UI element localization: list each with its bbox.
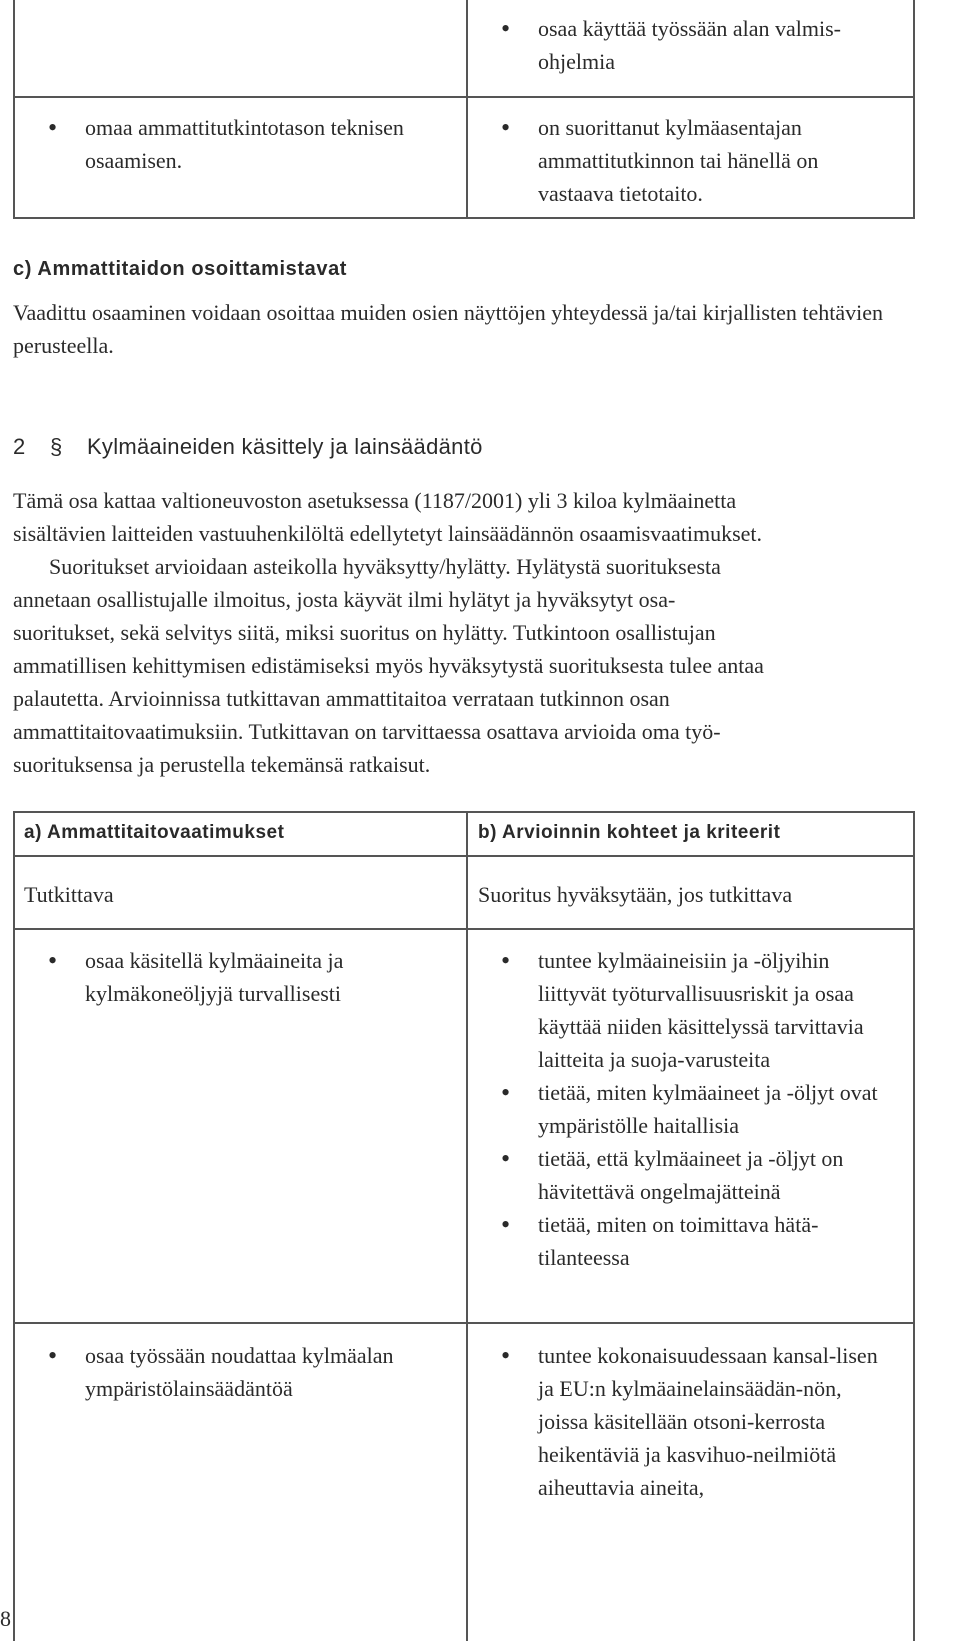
body-line: suorituksensa ja perustella tekemänsä ratkaisut. [13, 752, 431, 777]
col-b-heading: b) Arvioinnin kohteet ja kriteerit [478, 822, 781, 843]
bottom-table-row-divider [13, 1322, 915, 1324]
top-row1-right-list [489, 12, 895, 78]
top-table-row-divider [13, 96, 915, 98]
col-b-subheading: Suoritus hyväksytään, jos tutkittava [478, 882, 793, 907]
list-item: • osaa työssään noudattaa kylmäalan ympäristölainsäädäntöä [36, 1339, 436, 1405]
page-number: 8 [0, 1606, 11, 1631]
col-a-subheading: Tutkittava [24, 882, 114, 907]
bottom-table-left-border [13, 811, 15, 1641]
row2-right-list [489, 1339, 889, 1504]
row1-left-list [36, 944, 436, 1010]
row2-left-list [36, 1339, 436, 1405]
list-item: • tuntee kylmäaineisiin ja -öljyihin liittyvät työturvallisuusriskit ja osaa käyttää niiden käsittelyssä tarvittavia laitteita ja suoja-varusteita [489, 944, 889, 1076]
bottom-table-header-divider [13, 855, 915, 857]
section-c-heading: c) Ammattitaidon osoittamistavat [13, 258, 348, 280]
list-item: • tuntee kokonaisuudessaan kansal-lisen ja EU:n kylmäainelainsäädän-nön, joissa käsitellään otsoni-kerrosta heikentäviä ja kasvihuo-neilmiötä aiheuttavia aineita, [489, 1339, 889, 1504]
body-line: suoritukset, sekä selvitys siitä, miksi suoritus on hylätty. Tutkintoon osallistujan [13, 620, 716, 645]
row1-right-list [489, 944, 889, 1274]
body-line: sisältävien laitteiden vastuuhenkilöltä edellytetyt lainsäädännön osaamisvaatimukset. [13, 521, 763, 546]
bottom-table-top-border [13, 811, 915, 813]
list-item: • on suorittanut kylmäasentajan ammattitutkinnon tai hänellä on vastaava tietotaito. [489, 111, 889, 210]
body-line: ammatillisen kehittymisen edistämiseksi myös hyväksytystä suorituksesta tulee antaa [13, 653, 764, 678]
list-item: • osaa käsitellä kylmäaineita ja kylmäkoneöljyjä turvallisesti [36, 944, 436, 1010]
section-symbol: § [49, 434, 63, 459]
top-table-middle-border [466, 0, 468, 219]
bottom-table-sub-divider [13, 928, 915, 930]
list-item: • osaa käyttää työssään alan valmis-ohjelmia [489, 12, 895, 78]
section-c-text: Vaadittu osaaminen voidaan osoittaa muiden osien näyttöjen yhteydessä ja/tai kirjallisten tehtävien perusteella. [13, 300, 883, 358]
body-line: palautetta. Arvioinnissa tutkittavan ammattitaitoa verrataan tutkinnon osan [13, 686, 670, 711]
top-table-bottom-border [13, 217, 915, 219]
section-2-body [13, 484, 943, 781]
bottom-table-right-border [913, 811, 915, 1641]
section-2-title-row [13, 434, 483, 460]
list-item: • tietää, miten on toimittava hätä-tilanteessa [489, 1208, 889, 1274]
top-table-right-border [913, 0, 915, 219]
list-item: • tietää, miten kylmäaineet ja -öljyt ovat ympäristölle haitallisia [489, 1076, 889, 1142]
section-title: Kylmäaineiden käsittely ja lainsäädäntö [86, 434, 483, 459]
body-line: annetaan osallistujalle ilmoitus, josta käyvät ilmi hylätyt ja hyväksytyt osa- [13, 587, 676, 612]
top-table-left-border [13, 0, 15, 219]
bottom-table-middle-border [466, 811, 468, 1641]
list-item: • omaa ammattitutkintotason teknisen osaamisen. [36, 111, 436, 177]
section-number: 2 [13, 434, 26, 459]
body-line: Suoritukset arvioidaan asteikolla hyväksytty/hylätty. Hylätystä suorituksesta [49, 554, 721, 579]
body-line: Tämä osa kattaa valtioneuvoston asetuksessa (1187/2001) yli 3 kiloa kylmäainetta [13, 488, 737, 513]
top-row2-left-list [36, 111, 436, 177]
col-a-heading: a) Ammattitaitovaatimukset [24, 822, 285, 843]
top-row2-right-list [489, 111, 889, 210]
body-line: ammattitaitovaatimuksiin. Tutkittavan on tarvittaessa osattava arvioida oma työ- [13, 719, 721, 744]
list-item: • tietää, että kylmäaineet ja -öljyt on hävitettävä ongelmajätteinä [489, 1142, 889, 1208]
